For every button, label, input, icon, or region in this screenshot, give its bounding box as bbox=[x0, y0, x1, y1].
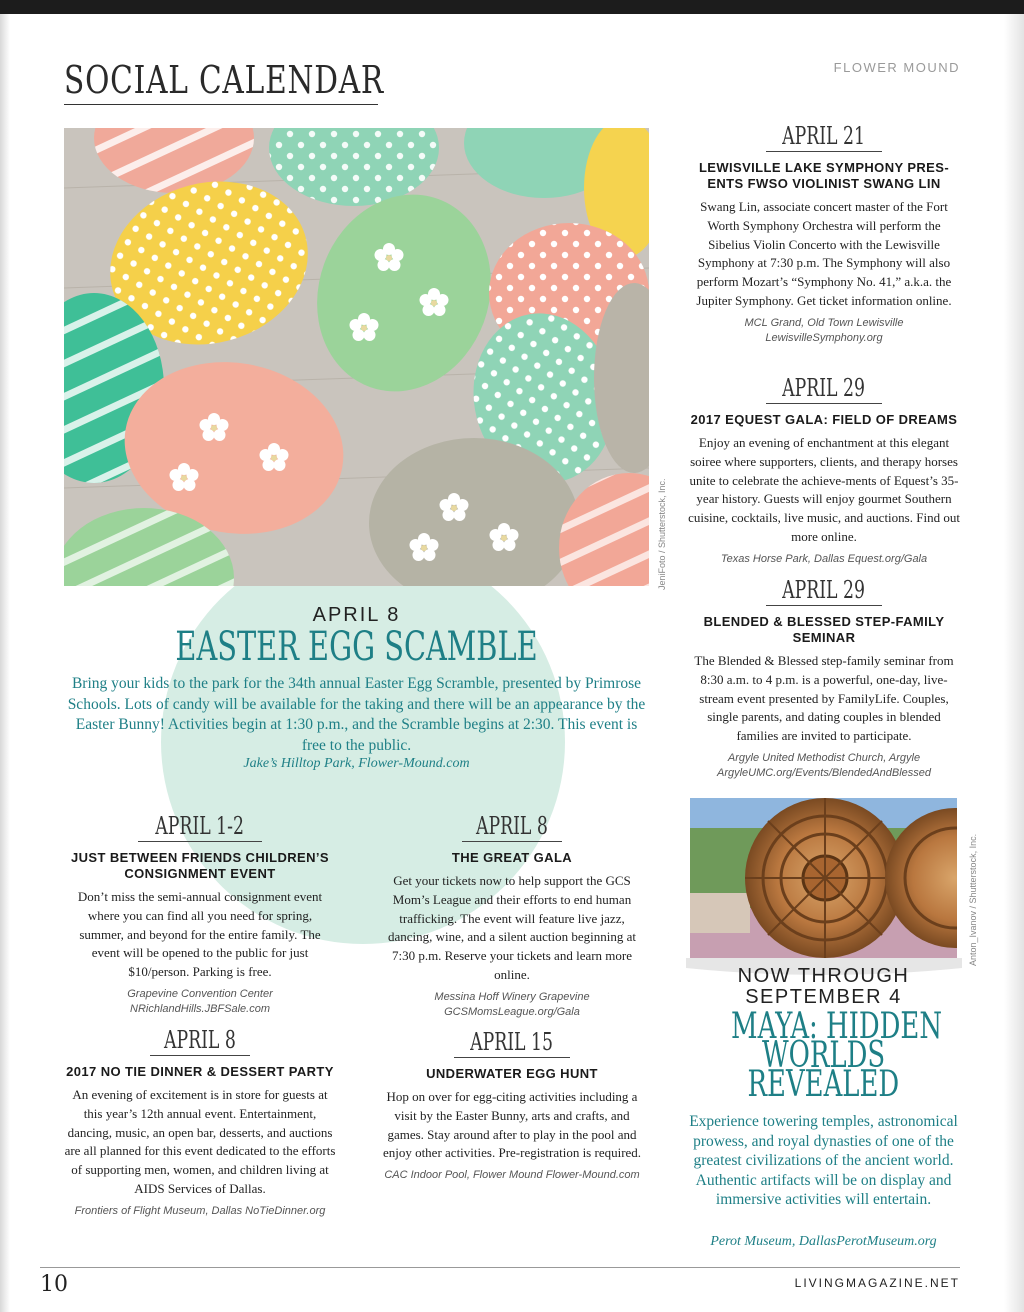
event-date-text: APRIL 29 bbox=[782, 576, 866, 604]
egg-photo-credit: JeniFoto / Shutterstock, Inc. bbox=[657, 478, 667, 590]
event-body: Enjoy an evening of enchantment at this elegant soiree where supporters, clients, and therapy horses unite to celebrate the achieve-ments of Equest’s 35-year history. Guests will enjoy gourmet Southern cuisine, cocktails, live music, and auctions. Find out more online. bbox=[688, 435, 960, 544]
site-url: LIVINGMAGAZINE.NET bbox=[794, 1276, 960, 1290]
event-location: Frontiers of Flight Museum, Dallas NoTieDinner.org bbox=[74, 1204, 326, 1217]
event-body: Hop on over for egg-citing activities including a visit by the Easter Bunny, arts and crafts, and games. Stay around after to play in the pool and enjoy other activities. Pre-registration is required. bbox=[382, 1089, 642, 1161]
event-location: Grapevine Convention Center NRichlandHills.JBFSale.com bbox=[127, 987, 273, 1015]
title-underline bbox=[64, 104, 378, 105]
maya-date-line1: NOW THROUGH bbox=[737, 965, 910, 987]
event-location: Texas Horse Park, Dallas Equest.org/Gala bbox=[720, 552, 928, 565]
event-april-8-no-tie bbox=[64, 1026, 336, 1219]
event-body: The Blended & Blessed step-family seminar from 8:30 a.m. to 4 p.m. is a powerful, one-day, live-stream event presented by FamilyLife. Couples, single parents, and dating couples in blended families are invited to participate. bbox=[694, 653, 954, 744]
event-april-8-gala bbox=[376, 812, 648, 1020]
event-title: 2017 NO TIE DINNER & DESSERT PARTY bbox=[66, 1064, 334, 1079]
section-title: SOCIAL CALENDAR bbox=[64, 58, 385, 102]
maya-location: Perot Museum, DallasPerotMuseum.org bbox=[710, 1234, 937, 1249]
feature-title bbox=[64, 624, 649, 670]
event-body: An evening of excitement is in store for guests at this year’s 12th annual event. Entertainment, dancing, music, an open bar, desserts, and auctions are all planned for this event dedicated to the efforts of supporting men, women, and children living at AIDS Services of Dallas. bbox=[64, 1087, 336, 1196]
event-date-text: APRIL 21 bbox=[782, 122, 866, 150]
event-location: MCL Grand, Old Town Lewisville LewisvilleSymphony.org bbox=[744, 316, 904, 344]
event-date-text: APRIL 15 bbox=[470, 1028, 554, 1056]
event-date bbox=[150, 1026, 250, 1056]
event-date bbox=[766, 374, 881, 404]
region-label: FLOWER MOUND bbox=[833, 60, 960, 75]
event-body: Get your tickets now to help support the GCS Mom’s League and their efforts to end human trafficking. The event will feature live jazz, dancing, wine, and a silent auction beginning at 7:30 p.m. Reserve your tickets and learn more online. bbox=[387, 873, 636, 982]
event-title: JUST BETWEEN FRIENDS CHILDREN’S CONSIGNMENT EVENT bbox=[71, 850, 329, 881]
event-title: 2017 EQUEST GALA: FIELD OF DREAMS bbox=[690, 412, 958, 427]
event-april-15 bbox=[376, 1028, 648, 1183]
event-title: UNDERWATER EGG HUNT bbox=[426, 1066, 598, 1081]
footer-rule bbox=[40, 1267, 960, 1268]
event-april-29-equest bbox=[686, 374, 962, 567]
page-number: 10 bbox=[40, 1272, 68, 1297]
event-date-text: APRIL 8 bbox=[164, 1026, 236, 1054]
event-date bbox=[766, 122, 881, 152]
event-date-text: APRIL 8 bbox=[476, 812, 548, 840]
easter-eggs-photo bbox=[64, 128, 649, 586]
maya-title-line1: MAYA: HIDDEN bbox=[731, 1006, 943, 1047]
event-date bbox=[766, 576, 881, 606]
event-date bbox=[462, 812, 562, 842]
event-date bbox=[138, 812, 261, 842]
maya-photo-credit: Anton_Ivanov / Shutterstock, Inc. bbox=[968, 833, 978, 966]
event-date bbox=[454, 1028, 569, 1058]
event-april-29-blended bbox=[686, 576, 962, 781]
event-date-text: APRIL 1-2 bbox=[155, 812, 245, 840]
feature-title-text: EASTER EGG SCAMBLE bbox=[175, 624, 538, 670]
maya-title bbox=[690, 1006, 957, 1105]
maya-body: Experience towering temples, astronomical prowess, and royal dynasties of one of the greatest civilizations of the ancient world. Authentic artifacts will be on display and immersive activities will entertain. bbox=[689, 1113, 958, 1209]
maya-date bbox=[690, 966, 957, 1008]
feature-location: Jake’s Hilltop Park, Flower-Mound.com bbox=[243, 756, 470, 771]
event-title: LEWISVILLE LAKE SYMPHONY PRES-ENTS FWSO VIOLINIST SWANG LIN bbox=[698, 160, 950, 191]
event-location: CAC Indoor Pool, Flower Mound Flower-Mound.com bbox=[384, 1169, 640, 1182]
event-location: Messina Hoff Winery Grapevine GCSMomsLeague.org/Gala bbox=[434, 990, 590, 1018]
maya-calendar-photo bbox=[690, 798, 957, 958]
event-body: Don’t miss the semi-annual consignment event where you can find all you need for spring, summer, and beyond for the entire family. The event will be opened to the public for just $10/person. Parking is free. bbox=[77, 889, 323, 980]
event-title: BLENDED & BLESSED STEP-FAMILY SEMINAR bbox=[703, 614, 945, 645]
event-body: Swang Lin, associate concert master of the Fort Worth Symphony Orchestra will perform the Sibelius Violin Concerto with the Lewisville Symphony at 7:30 p.m. The Symphony will also perform Mozart’s “Symphony No. 41,” a.k.a. the Jupiter Symphony. Get ticket information online. bbox=[696, 199, 952, 308]
feature-body: Bring your kids to the park for the 34th annual Easter Egg Scramble, presented by Primrose Schools. Lots of candy will be available for the taking and there will be an appearance by the Easter Bunny! Activities begin at 1:30 p.m., and the Scramble begins at 2:30. This event is free to the public. bbox=[67, 675, 646, 754]
maya-title-line2: WORLDS bbox=[761, 1035, 886, 1076]
event-location: Argyle United Methodist Church, Argyle ArgyleUMC.org/Events/BlendedAndBlessed bbox=[716, 751, 931, 779]
maya-title-line3: REVEALED bbox=[747, 1064, 900, 1105]
page-right-edge bbox=[1004, 14, 1024, 1312]
event-date-text: APRIL 29 bbox=[782, 374, 866, 402]
top-border bbox=[0, 0, 1024, 14]
event-title: THE GREAT GALA bbox=[451, 850, 573, 865]
event-april-1-2 bbox=[64, 812, 336, 1017]
feature-date: APRIL 8 bbox=[312, 604, 401, 626]
maya-date-line2: SEPTEMBER 4 bbox=[745, 986, 902, 1008]
event-april-21 bbox=[686, 122, 962, 346]
page-left-edge bbox=[0, 14, 10, 1312]
